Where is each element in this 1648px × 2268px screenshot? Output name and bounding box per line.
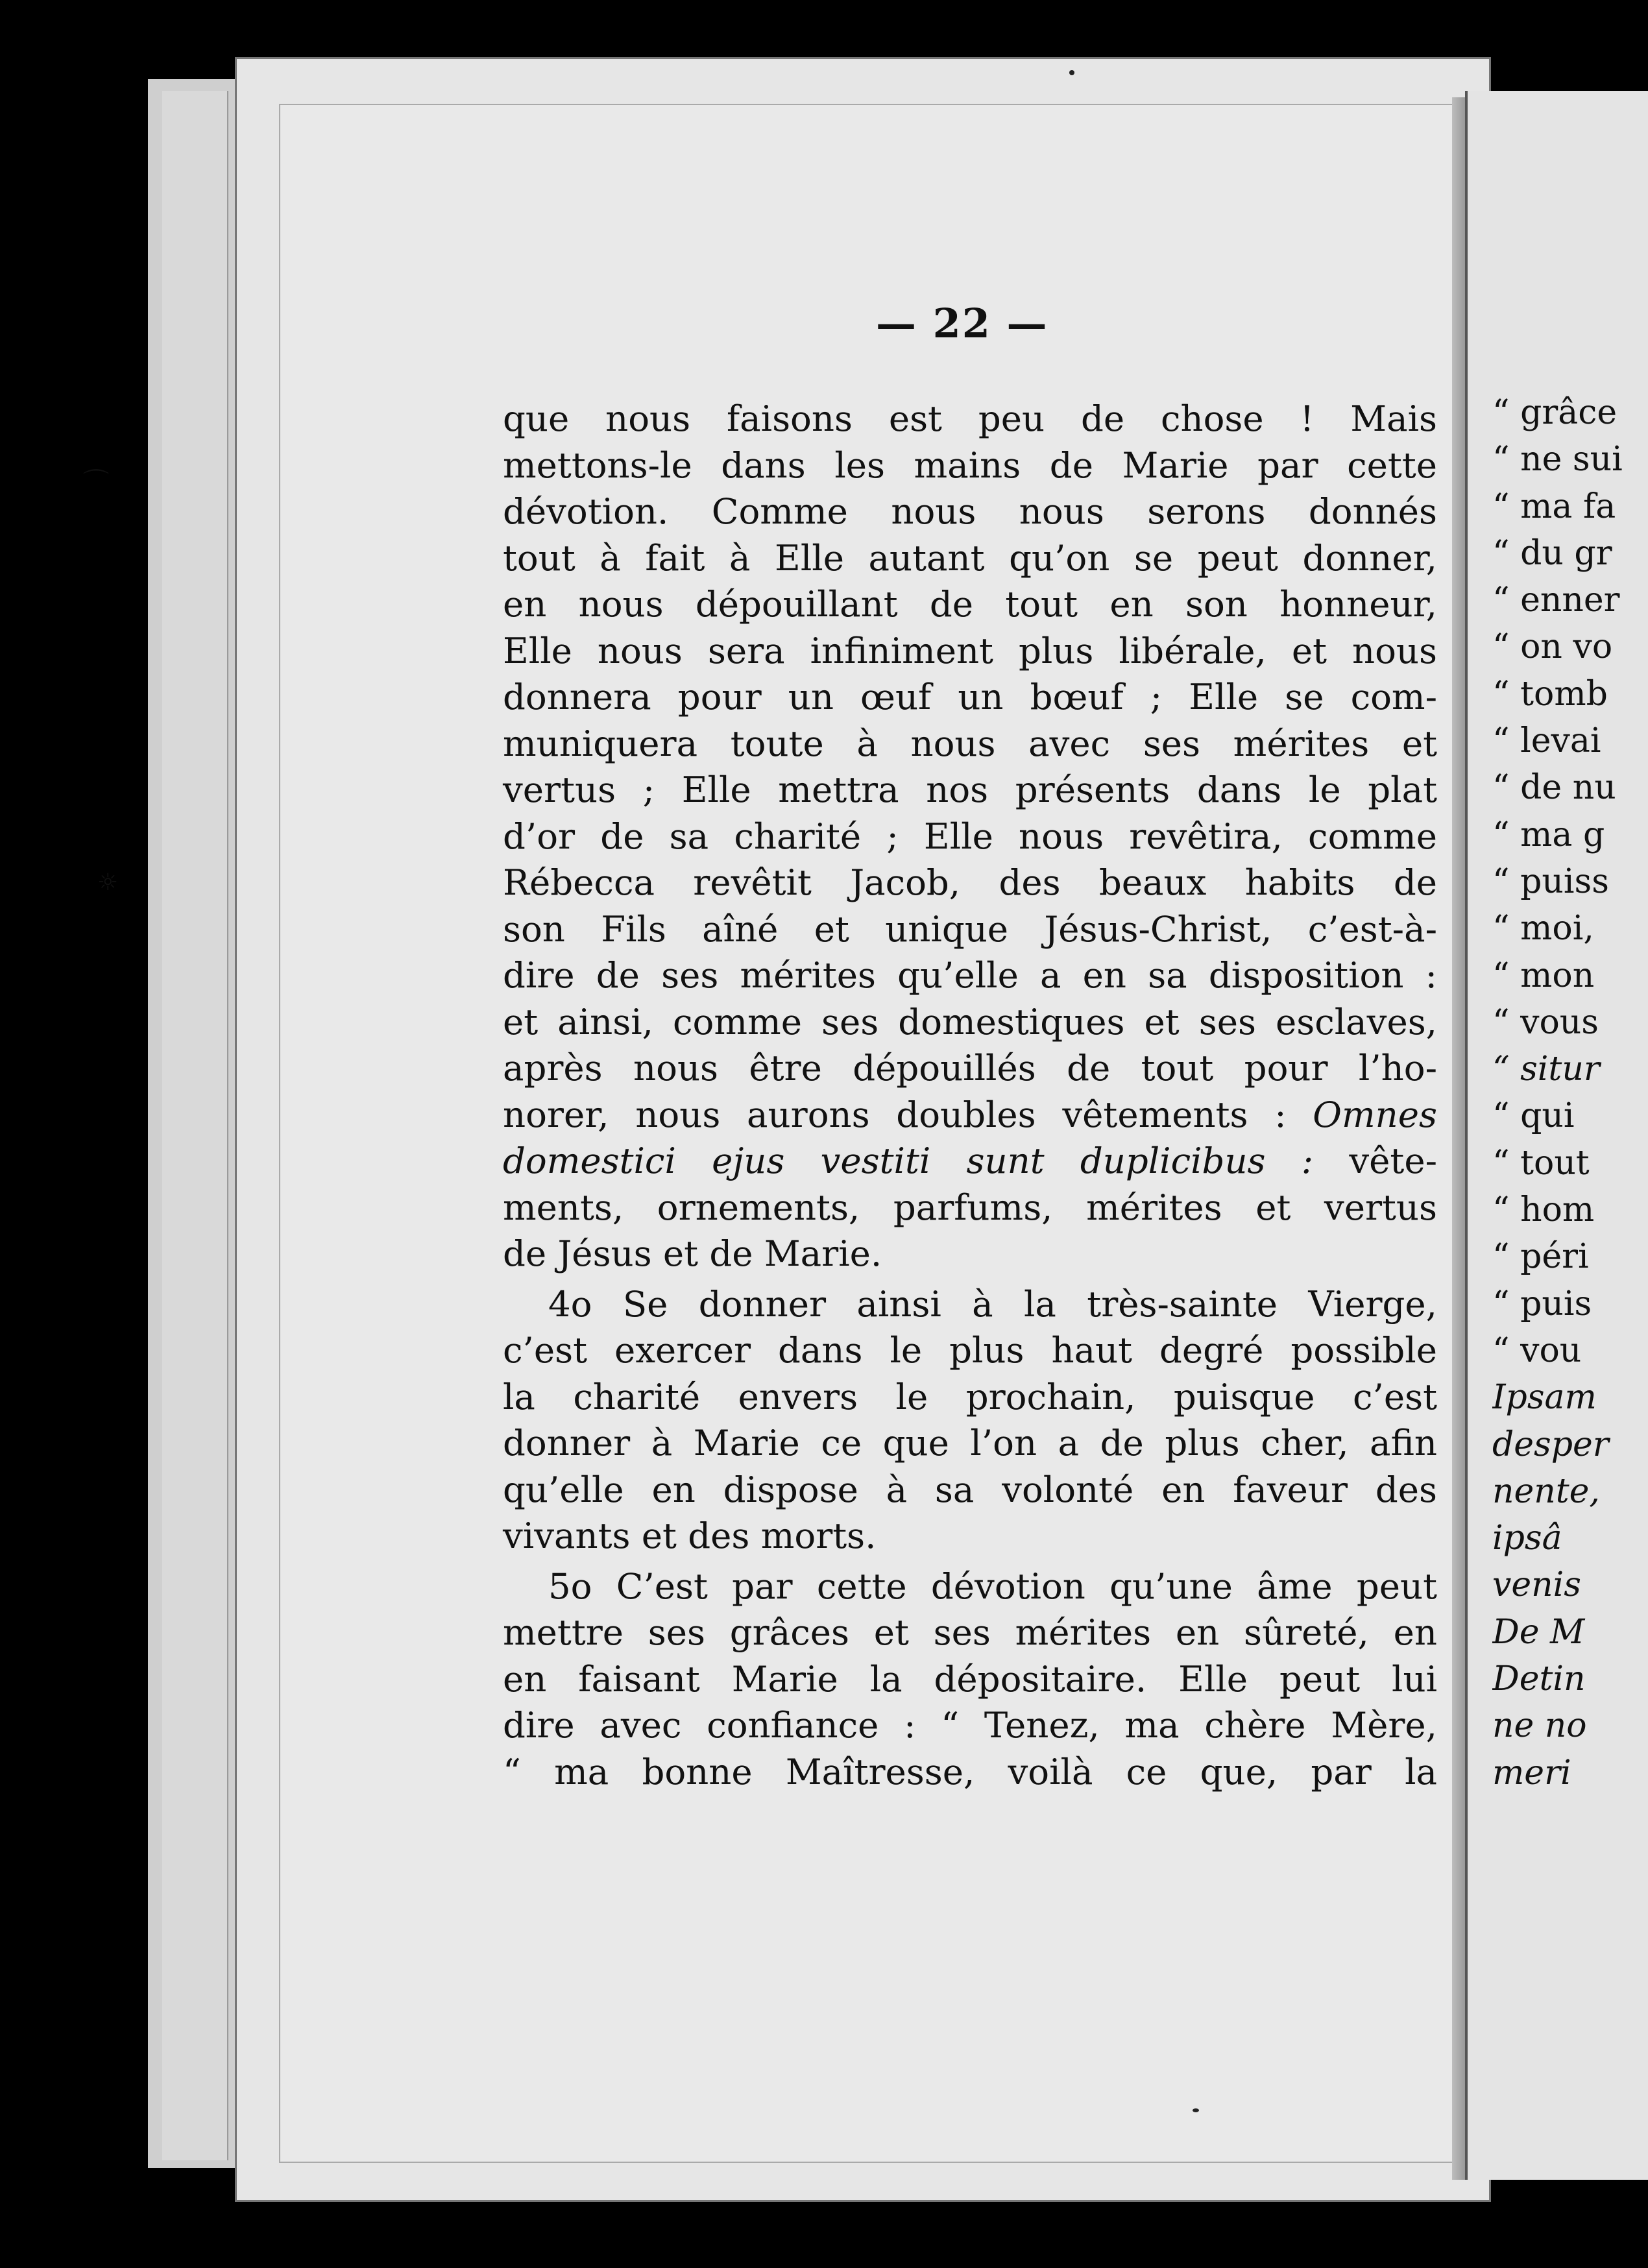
text-fragment: en nous dépouillant de tout en son honneur, (503, 583, 1437, 625)
page-stack-edge (162, 91, 228, 2160)
text-fragment: donner à Marie ce que l’on a de plus cher, afin (503, 1422, 1437, 1464)
text-fragment: “ ma bonne Maîtresse, voilà ce que, par la (503, 1750, 1437, 1792)
text-line: ne no (1492, 1706, 1587, 1746)
text-line (503, 535, 1437, 582)
text-line (503, 396, 1437, 442)
text-line (503, 1656, 1437, 1703)
text-fragment: vivants et des morts. (503, 1515, 877, 1556)
text-line: “ péri (1492, 1237, 1589, 1277)
text-line (503, 999, 1437, 1046)
text-fragment: dire avec confiance : “ Tenez, ma chère Mère, (503, 1704, 1437, 1746)
text-line (503, 767, 1437, 814)
text-line (503, 1420, 1437, 1467)
text-line (503, 1702, 1437, 1749)
text-line: “ vou (1492, 1331, 1582, 1370)
right-page-body-text (1492, 389, 1648, 1796)
text-fragment: tout à fait à Elle autant qu’on se peut donner, (503, 537, 1437, 579)
text-line: venis (1492, 1565, 1581, 1605)
text-line: De M (1492, 1612, 1585, 1652)
text-line: “ tout (1492, 1143, 1590, 1183)
text-line (503, 1092, 1437, 1139)
text-fragment: de Jésus et de Marie. (503, 1233, 882, 1274)
text-line (503, 721, 1437, 767)
text-line (503, 1513, 1437, 1560)
text-fragment: que nous faisons est peu de chose ! Mais (503, 398, 1437, 439)
text-fragment: dire de ses mérites qu’elle a en sa disposition : (503, 954, 1437, 996)
text-fragment: la charité envers le prochain, puisque c’est (503, 1375, 1437, 1418)
text-line: “ ma fa (1492, 487, 1616, 526)
text-fragment: ments, ornements, parfums, mérites et vertus (503, 1186, 1437, 1228)
text-line: “ du gr (1492, 533, 1612, 573)
text-line (503, 1281, 1437, 1328)
text-line (503, 1185, 1437, 1231)
scan-mark: ☼ (97, 869, 119, 896)
text-fragment: vertus ; Elle mettra nos présents dans le plat (503, 769, 1437, 810)
text-fragment: dévotion. Comme nous nous serons donnés (503, 490, 1437, 532)
text-fragment: mettre ses grâces et ses mérites en sûreté, en (503, 1611, 1437, 1653)
text-fragment: 5o C’est par cette dévotion qu’une âme peut (548, 1565, 1437, 1607)
text-line: “ mon (1492, 956, 1595, 995)
text-line (503, 952, 1437, 999)
text-fragment: mettons-le dans les mains de Marie par cette (503, 444, 1437, 486)
text-line: “ hom (1492, 1190, 1595, 1230)
text-line: Detin (1492, 1659, 1586, 1699)
text-fragment: 4o Se donner ainsi à la très-sainte Vierge, (548, 1283, 1437, 1325)
text-line: “ levai (1492, 721, 1601, 761)
text-line: “ situr (1492, 1050, 1600, 1089)
text-fragment: Elle nous sera infiniment plus libérale, et nous (503, 629, 1437, 671)
text-line: ipsâ (1492, 1519, 1562, 1558)
text-line: “ vous (1492, 1002, 1599, 1042)
text-line (503, 442, 1437, 489)
text-fragment: et ainsi, comme ses domestiques et ses esclaves, (503, 1000, 1437, 1043)
left-page-body-text (503, 396, 1437, 1795)
text-fragment: son Fils aîné et unique Jésus-Christ, c’est-à- (503, 908, 1437, 950)
text-fragment: donnera pour un œuf un bœuf ; Elle se com- (503, 676, 1437, 718)
text-line (503, 1467, 1437, 1514)
latin-quote: domestici ejus vestiti sunt duplicibus : (503, 1140, 1314, 1181)
text-line (503, 1374, 1437, 1421)
text-line (503, 1749, 1437, 1796)
text-line: nente, (1492, 1471, 1600, 1511)
text-line: meri (1492, 1753, 1571, 1792)
text-line: “ ma g (1492, 815, 1605, 854)
text-line: “ ne sui (1492, 440, 1623, 479)
text-line: Ipsam (1492, 1378, 1597, 1418)
scan-mark: ⌒ (83, 468, 109, 498)
text-line (503, 489, 1437, 535)
text-line (503, 628, 1437, 675)
text-line: “ de nu (1492, 768, 1616, 808)
text-line (503, 1610, 1437, 1656)
text-line: “ enner (1492, 581, 1620, 620)
text-line: “ moi, (1492, 909, 1594, 948)
scan-speck (1069, 70, 1074, 75)
page-number: — 22 — (876, 300, 1048, 347)
text-fragment: en faisant Marie la dépositaire. Elle peut lui (503, 1658, 1437, 1700)
text-fragment: après nous être dépouillés de tout pour l’ho- (503, 1047, 1437, 1089)
text-line (503, 674, 1437, 721)
text-fragment: norer, nous aurons doubles vêtements : (503, 1093, 1287, 1135)
scan-speck (1193, 2108, 1199, 2112)
text-line (503, 1138, 1437, 1185)
text-fragment: muniquera toute à nous avec ses mérites et (503, 722, 1437, 764)
text-line (503, 860, 1437, 906)
text-fragment: vête- (1313, 1140, 1438, 1181)
text-line: desper (1492, 1425, 1609, 1464)
text-fragment: d’or de sa charité ; Elle nous revêtira, comme (503, 815, 1437, 857)
text-line (503, 906, 1437, 953)
text-line (503, 1327, 1437, 1374)
text-line: “ tomb (1492, 674, 1608, 714)
text-line (503, 1563, 1437, 1610)
text-line: “ grâce (1492, 393, 1618, 432)
text-line (503, 814, 1437, 860)
text-line (503, 1045, 1437, 1092)
text-line: “ puiss (1492, 862, 1609, 901)
text-line: “ on vo (1492, 627, 1613, 667)
text-line (503, 1231, 1437, 1277)
text-line: “ puis (1492, 1284, 1592, 1323)
text-line: “ qui (1492, 1096, 1575, 1136)
latin-quote: Omnes (1286, 1093, 1437, 1135)
text-fragment: qu’elle en dispose à sa volonté en faveur des (503, 1468, 1437, 1510)
text-fragment: Rébecca revêtit Jacob, des beaux habits de (503, 862, 1437, 903)
text-line (503, 581, 1437, 628)
text-fragment: c’est exercer dans le plus haut degré possible (503, 1329, 1437, 1371)
